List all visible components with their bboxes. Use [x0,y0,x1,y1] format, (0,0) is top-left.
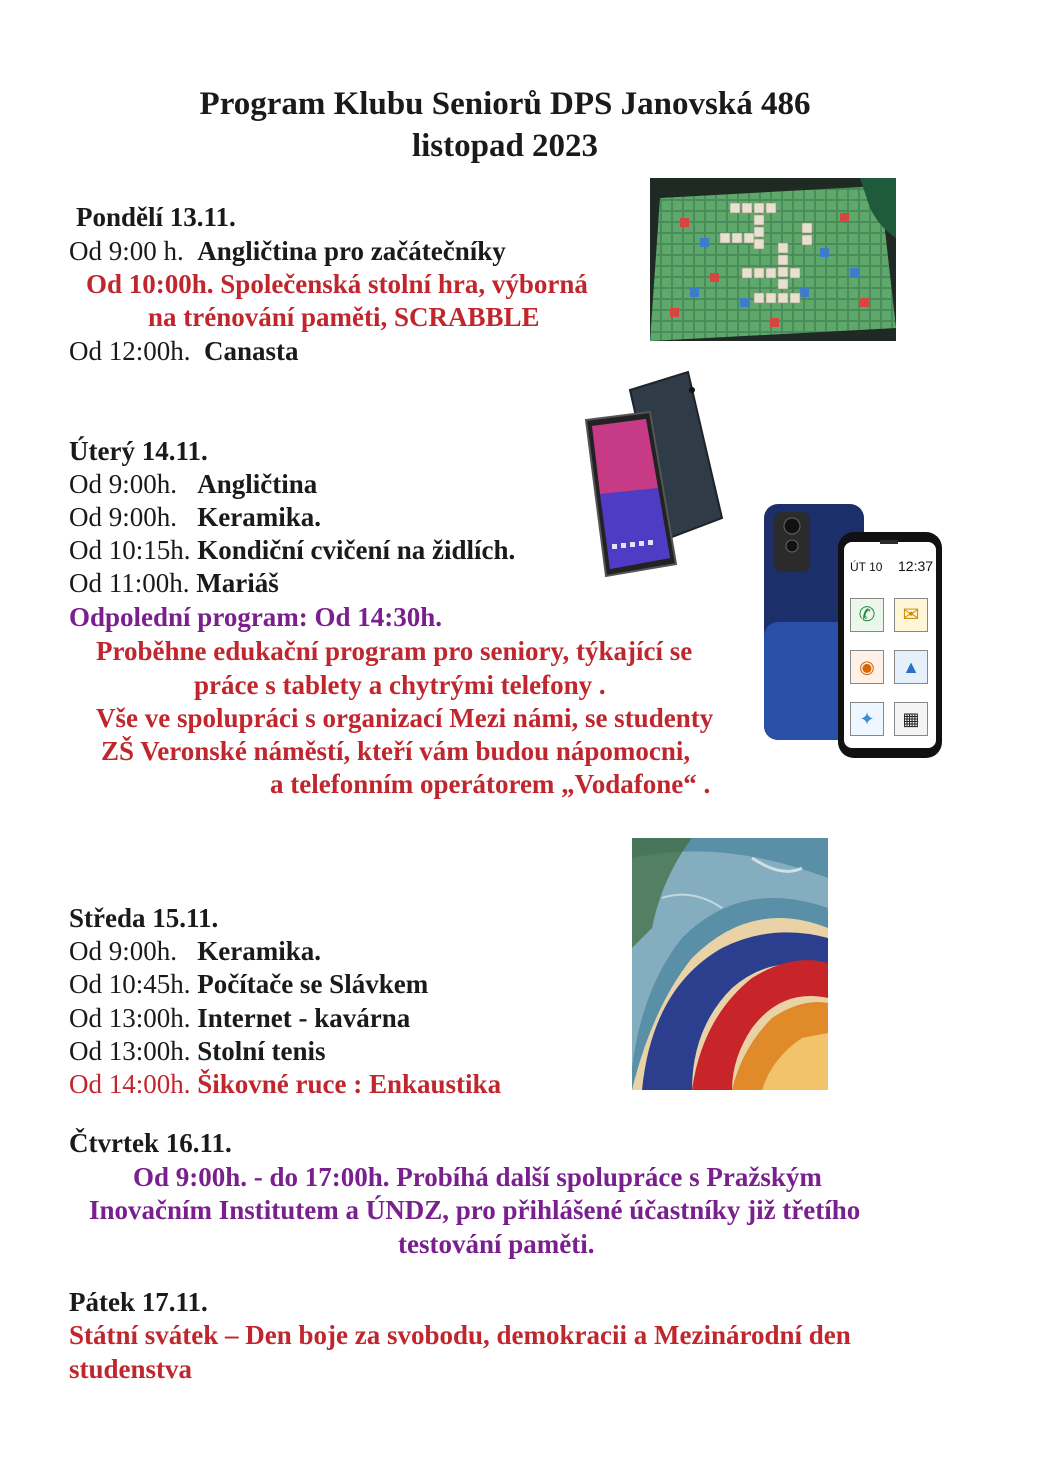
day-heading-tuesday: Úterý 14.11. [69,436,208,466]
mail-icon: ✉ [894,598,928,632]
activity: Internet - kavárna [197,1003,411,1033]
activity: . Společenská stolní hra, výborná [206,269,588,299]
phone-call-icon: ✆ [850,598,884,632]
gallery-icon: ▲ [894,650,928,684]
activity: Kondiční cvičení na židlích. [197,535,516,565]
schedule-row [69,534,515,567]
time: Od 9:00 h. [69,236,184,266]
phone-time: 12:37 [898,558,934,574]
activity: Angličtina [197,469,318,499]
thursday-description: testování paměti. [398,1229,595,1259]
schedule-row [69,1002,410,1035]
time: Od 10:45h. [69,969,191,999]
time: Od 9:00h. [69,936,177,966]
schedule-row [69,335,299,368]
encaustic-painting-image [632,838,828,1090]
time: Od 10:00h [86,269,207,299]
schedule-row [69,468,317,501]
chat-icon: ✦ [850,702,884,736]
activity-continuation: na trénování paměti, SCRABBLE [148,302,540,332]
page-subtitle: listopad 2023 [411,128,599,164]
activity: Canasta [204,336,299,366]
page-title: Program Klubu Seniorů DPS Janovská 486 [199,86,811,122]
time: Od 13:00h. [69,1036,191,1066]
day-heading-friday: Pátek 17.11. [69,1287,208,1317]
holiday-note: Státní svátek – Den boje za svobodu, demokracii a Mezinárodní den [69,1320,851,1350]
schedule-row [69,1035,326,1068]
time: Od 13:00h. [69,1003,191,1033]
schedule-row [69,501,321,534]
holiday-note: studenstva [69,1354,193,1384]
activity: Počítače se Slávkem [197,969,429,999]
program-description: ZŠ Veronské náměstí, kteří vám budou nápomocni, [101,736,691,766]
activity: Angličtina pro začátečníky [197,236,506,266]
time: Od 9:00h. [69,469,177,499]
activity: Šikovné ruce : Enkaustika [197,1069,502,1099]
schedule-row [69,235,506,268]
program-description: a telefonním operátorem „Vodafone“ . [270,769,711,799]
thursday-description: Od 9:00h. - do 17:00h. Probíhá další spolupráce s Pražským [133,1162,822,1192]
time: Od 11:00h. [69,568,190,598]
time: Od 12:00h. [69,336,191,366]
schedule-row [69,1068,501,1101]
program-description: Proběhne edukační program pro seniory, týkající se [96,636,693,666]
scrabble-board-image [650,178,896,341]
time: Od 10:15h. [69,535,191,565]
phone-date: ÚT 10 [850,560,883,574]
schedule-row [69,968,428,1001]
tablet-image [582,368,732,580]
program-description: práce s tablety a chytrými telefony . [194,670,606,700]
keypad-icon: ▦ [894,702,928,736]
activity: Stolní tenis [197,1036,326,1066]
afternoon-program: Odpolední program: Od 14:30h. [69,602,443,632]
day-heading-monday: Pondělí 13.11. [76,202,236,232]
activity: Mariáš [196,568,279,598]
time: Od 9:00h. [69,502,177,532]
schedule-row [69,567,279,600]
camera-icon: ◉ [850,650,884,684]
thursday-description: Inovačním Institutem a ÚNDZ, pro přihlášené účastníky již třetího [89,1195,861,1225]
time: Od 14:00h. [69,1069,191,1099]
program-description: Vše ve spolupráci s organizací Mezi námi, se studenty [96,703,714,733]
activity: Keramika. [197,502,321,532]
activity: Keramika. [197,936,321,966]
day-heading-thursday: Čtvrtek 16.11. [69,1128,232,1158]
day-heading-wednesday: Středa 15.11. [69,903,219,933]
schedule-row [86,268,588,301]
smartphone-image [762,502,944,764]
schedule-row [69,935,321,968]
